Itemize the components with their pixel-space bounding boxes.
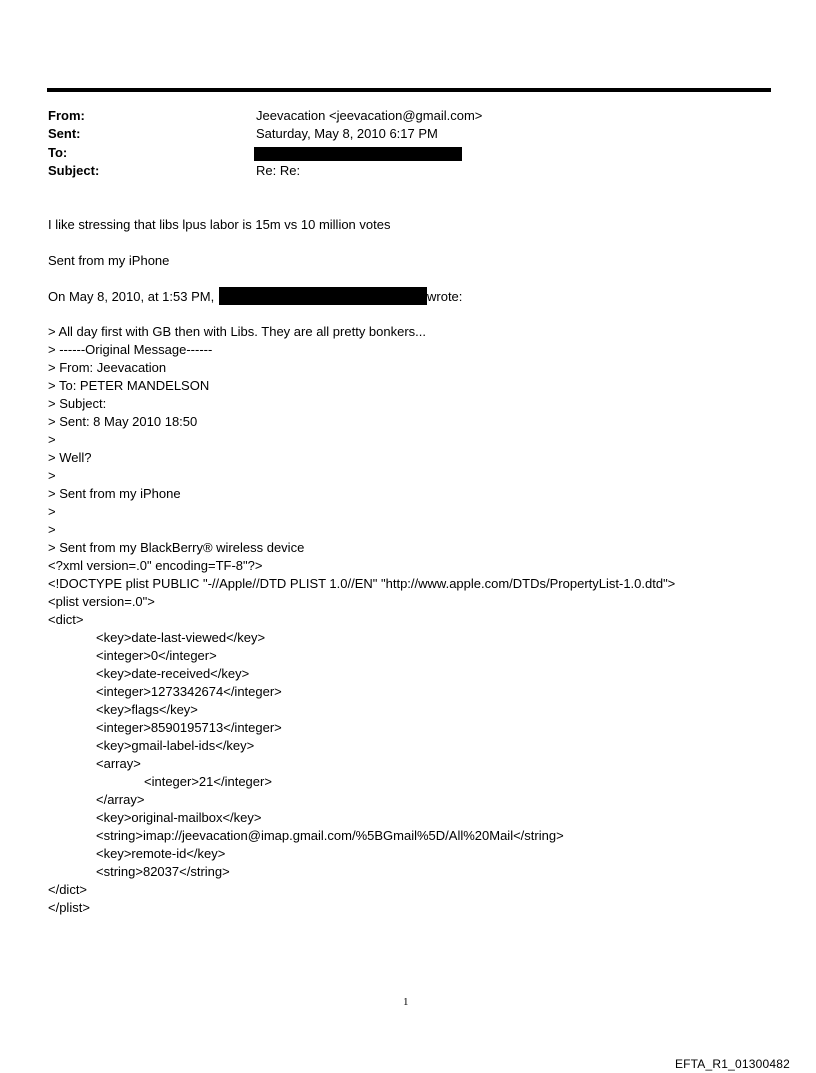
xml-declaration: <?xml version=.0" encoding=TF-8"?> (48, 558, 263, 573)
xml-line: <key>remote-id</key> (96, 846, 226, 861)
body-line-2: Sent from my iPhone (48, 253, 170, 268)
xml-line: <key>gmail-label-ids</key> (96, 738, 255, 753)
quoted-line: > Sent from my BlackBerry® wireless device (48, 540, 305, 555)
xml-doctype: <!DOCTYPE plist PUBLIC "-//Apple//DTD PLIST 1.0//EN" "http://www.apple.com/DTDs/PropertyList-1.0.dtd"> (48, 576, 676, 591)
quoted-line: > Sent: 8 May 2010 18:50 (48, 414, 198, 429)
xml-plist-close: </plist> (48, 900, 90, 915)
document-id: EFTA_R1_01300482 (674, 1057, 790, 1071)
xml-line: <array> (96, 756, 141, 771)
xml-dict-open: <dict> (48, 612, 84, 627)
quoted-line: > From: Jeevacation (48, 360, 167, 375)
from-value: Jeevacation <jeevacation@gmail.com> (256, 108, 483, 123)
xml-line: <string>82037</string> (96, 864, 230, 879)
xml-line: <key>flags</key> (96, 702, 198, 717)
sent-label: Sent: (48, 126, 81, 141)
quoted-line: > Subject: (48, 396, 107, 411)
to-redaction (254, 147, 462, 161)
sent-value: Saturday, May 8, 2010 6:17 PM (256, 126, 438, 141)
quoted-line: > (48, 522, 56, 537)
quoted-line: > Sent from my iPhone (48, 486, 181, 501)
wrote-prefix: On May 8, 2010, at 1:53 PM, (48, 289, 215, 304)
quoted-line: > Well? (48, 450, 92, 465)
xml-line: <integer>21</integer> (144, 774, 272, 789)
xml-line: <string>imap://jeevacation@imap.gmail.com/%5BGmail%5D/All%20Mail</string> (96, 828, 564, 843)
page-number: 1 (403, 996, 409, 1008)
quoted-line: > (48, 432, 56, 447)
quoted-line: > To: PETER MANDELSON (48, 378, 210, 393)
from-label: From: (48, 108, 85, 123)
subject-label: Subject: (48, 163, 100, 178)
xml-line: <integer>1273342674</integer> (96, 684, 282, 699)
xml-line: <key>original-mailbox</key> (96, 810, 262, 825)
quoted-line: > All day first with GB then with Libs. They are all pretty bonkers... (48, 324, 427, 339)
body-line-1: I like stressing that libs lpus labor is 15m vs 10 million votes (48, 217, 391, 232)
xml-line: <integer>0</integer> (96, 648, 217, 663)
subject-value: Re: Re: (256, 163, 301, 178)
quoted-line: > (48, 504, 56, 519)
quoted-line: > ------Original Message------ (48, 342, 213, 357)
header-rule (47, 88, 771, 92)
xml-plist-open: <plist version=.0"> (48, 594, 155, 609)
xml-line: </array> (96, 792, 145, 807)
xml-line: <key>date-last-viewed</key> (96, 630, 266, 645)
xml-line: <integer>8590195713</integer> (96, 720, 282, 735)
to-label: To: (48, 145, 68, 160)
wrote-suffix: wrote: (427, 289, 463, 304)
xml-line: <key>date-received</key> (96, 666, 250, 681)
xml-dict-close: </dict> (48, 882, 88, 897)
quoted-line: > (48, 468, 56, 483)
sender-redaction (219, 287, 427, 305)
